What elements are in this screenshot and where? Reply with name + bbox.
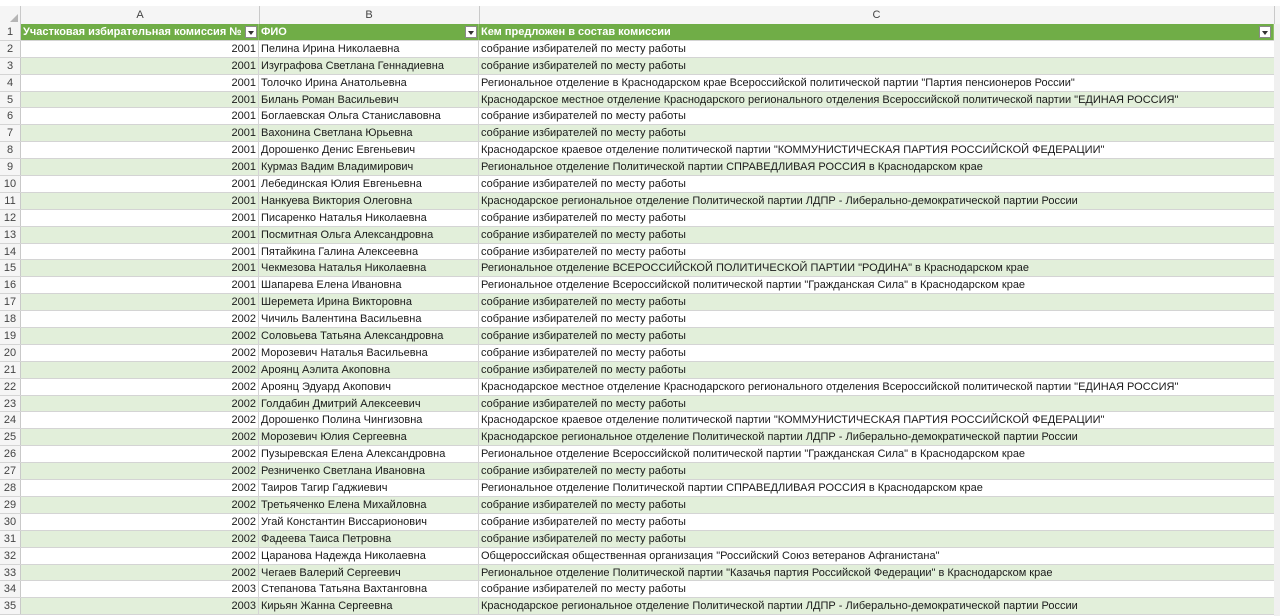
cell-fio[interactable]: Нанкуева Виктория Олеговна — [259, 193, 479, 209]
table-row — [0, 429, 1280, 446]
cell-proposed-by[interactable]: Краснодарское региональное отделение Политической партии ЛДПР - Либерально-демократической партии России — [481, 431, 1078, 444]
table-row — [0, 125, 1280, 142]
cell-commission[interactable]: 2001 — [21, 92, 259, 108]
cell-proposed-by[interactable]: собрание избирателей по месту работы — [481, 313, 686, 326]
cell-proposed-by[interactable]: Региональное отделение Политической партии СПРАВЕДЛИВАЯ РОССИЯ в Краснодарском крае — [481, 482, 983, 495]
table-row — [0, 514, 1280, 531]
filter-dropdown-commission[interactable] — [245, 26, 257, 38]
table-row — [0, 581, 1280, 598]
cell-commission[interactable]: 2001 — [21, 227, 259, 243]
table-row — [0, 362, 1280, 379]
row-number[interactable]: 8 — [0, 142, 21, 158]
cell-fio[interactable]: Вахонина Светлана Юрьевна — [259, 125, 479, 141]
cell-commission[interactable]: 2002 — [21, 379, 259, 395]
row-number[interactable]: 30 — [0, 514, 21, 530]
cell-fio[interactable]: Писаренко Наталья Николаевна — [259, 210, 479, 226]
row-number[interactable]: 16 — [0, 277, 21, 293]
table-row — [0, 108, 1280, 125]
cell-commission[interactable]: 2002 — [21, 514, 259, 530]
row-number[interactable]: 17 — [0, 294, 21, 310]
table-row — [0, 379, 1280, 396]
cell-commission[interactable]: 2002 — [21, 345, 259, 361]
table-row — [0, 598, 1280, 615]
row-number[interactable]: 29 — [0, 497, 21, 513]
cell-proposed-by[interactable]: собрание избирателей по месту работы — [481, 178, 686, 191]
cell-fio[interactable]: Чегаев Валерий Сергеевич — [259, 565, 479, 581]
cell-fio[interactable]: Таиров Тагир Гаджиевич — [259, 480, 479, 496]
cell-fio[interactable]: Дорошенко Полина Чингизовна — [259, 412, 479, 428]
cell-commission[interactable]: 2001 — [21, 41, 259, 57]
table-row — [0, 548, 1280, 565]
header-commission-label: Участковая избирательная комиссия № — [23, 26, 242, 38]
row-number[interactable]: 18 — [0, 311, 21, 327]
cell-fio[interactable]: Курмаз Вадим Владимирович — [259, 159, 479, 175]
cell-fio[interactable]: Дорошенко Денис Евгеньевич — [259, 142, 479, 158]
cell-proposed-by[interactable]: собрание избирателей по месту работы — [481, 42, 686, 55]
row-number[interactable]: 7 — [0, 125, 21, 141]
row-number[interactable]: 6 — [0, 108, 21, 124]
table-row — [0, 446, 1280, 463]
header-fio[interactable] — [259, 24, 479, 40]
cell-proposed-by[interactable]: собрание избирателей по месту работы — [481, 363, 686, 376]
row-number[interactable]: 20 — [0, 345, 21, 361]
cell-fio[interactable]: Чичиль Валентина Васильевна — [259, 311, 479, 327]
cell-proposed-by[interactable]: Региональное отделение Всероссийской политической партии "Гражданская Сила" в Краснодарском крае — [481, 448, 1026, 461]
row-number[interactable]: 28 — [0, 480, 21, 496]
row-number[interactable]: 25 — [0, 429, 21, 445]
cell-proposed-by[interactable]: Краснодарское краевое отделение политической партии "КОММУНИСТИЧЕСКАЯ ПАРТИЯ РОССИЙСКОЙ ФЕДЕРАЦИИ" — [481, 144, 1105, 157]
cell-proposed-by[interactable]: Краснодарское местное отделение Краснодарского регионального отделения Всероссийской политической партии "ЕДИНАЯ РОССИЯ" — [481, 380, 1179, 393]
cell-proposed-by[interactable]: Региональное отделение в Краснодарском крае Всероссийской политической партии "Партия пенсионеров России" — [481, 76, 1075, 89]
cell-proposed-by[interactable]: Общероссийская общественная организация "Российский Союз ветеранов Афганистана" — [481, 549, 940, 562]
cell-fio[interactable]: Кирьян Жанна Сергеевна — [259, 598, 479, 614]
cell-fio[interactable]: Фадеева Таиса Петровна — [259, 531, 479, 547]
cell-fio[interactable]: Пятайкина Галина Алексеевна — [259, 244, 479, 260]
row-number[interactable]: 24 — [0, 412, 21, 428]
table-row — [0, 412, 1280, 429]
table-row — [0, 75, 1280, 92]
cell-commission[interactable]: 2002 — [21, 480, 259, 496]
row-number[interactable]: 21 — [0, 362, 21, 378]
header-fio-label: ФИО — [261, 26, 287, 38]
cell-proposed-by[interactable]: собрание избирателей по месту работы — [481, 110, 686, 123]
cell-commission[interactable]: 2001 — [21, 244, 259, 260]
cell-fio[interactable]: Билань Роман Васильевич — [259, 92, 479, 108]
cell-proposed-by[interactable]: собрание избирателей по месту работы — [481, 532, 686, 545]
table-row — [0, 92, 1280, 109]
row-number[interactable]: 15 — [0, 260, 21, 276]
row-number[interactable]: 13 — [0, 227, 21, 243]
cell-commission[interactable]: 2002 — [21, 565, 259, 581]
cell-proposed-by[interactable]: собрание избирателей по месту работы — [481, 245, 686, 258]
table-row — [0, 531, 1280, 548]
row-number[interactable]: 35 — [0, 598, 21, 614]
cell-commission[interactable]: 2001 — [21, 75, 259, 91]
table-row — [0, 497, 1280, 514]
cell-commission[interactable]: 2002 — [21, 328, 259, 344]
cell-commission[interactable]: 2002 — [21, 396, 259, 412]
filter-dropdown-proposed-by[interactable] — [1259, 26, 1271, 38]
cell-commission[interactable]: 2001 — [21, 108, 259, 124]
column-headers — [0, 6, 1280, 25]
cell-fio[interactable]: Лебединская Юлия Евгеньевна — [259, 176, 479, 192]
row-number[interactable]: 32 — [0, 548, 21, 564]
cell-commission[interactable]: 2001 — [21, 294, 259, 310]
table-row — [0, 244, 1280, 261]
cell-grid — [0, 24, 1280, 615]
cell-fio[interactable]: Пелина Ирина Николаевна — [259, 41, 479, 57]
cell-commission[interactable]: 2002 — [21, 446, 259, 462]
cell-commission[interactable]: 2001 — [21, 260, 259, 276]
row-number[interactable]: 14 — [0, 244, 21, 260]
cell-proposed-by[interactable]: собрание избирателей по месту работы — [481, 211, 686, 224]
row-number[interactable]: 10 — [0, 176, 21, 192]
filter-dropdown-fio[interactable] — [465, 26, 477, 38]
cell-commission[interactable]: 2002 — [21, 362, 259, 378]
table-row — [0, 210, 1280, 227]
cell-fio[interactable]: Третьяченко Елена Михайловна — [259, 497, 479, 513]
cell-commission[interactable]: 2002 — [21, 463, 259, 479]
cell-proposed-by[interactable]: собрание избирателей по месту работы — [481, 346, 686, 359]
row-number[interactable]: 23 — [0, 396, 21, 412]
row-number[interactable]: 11 — [0, 193, 21, 209]
cell-commission[interactable]: 2001 — [21, 277, 259, 293]
cell-commission[interactable]: 2001 — [21, 58, 259, 74]
cell-proposed-by[interactable]: Региональное отделение Всероссийской политической партии "Гражданская Сила" в Краснодарском крае — [481, 279, 1026, 292]
cell-proposed-by[interactable]: Краснодарское региональное отделение Политической партии ЛДПР - Либерально-демократической партии России — [481, 600, 1078, 613]
cell-fio[interactable]: Соловьева Татьяна Александровна — [259, 328, 479, 344]
table-row — [0, 565, 1280, 582]
cell-proposed-by[interactable]: собрание избирателей по месту работы — [481, 498, 686, 511]
cell-proposed-by[interactable]: Краснодарское местное отделение Краснодарского регионального отделения Всероссийской политической партии "ЕДИНАЯ РОССИЯ" — [481, 93, 1179, 106]
cell-proposed-by[interactable]: Краснодарское региональное отделение Политической партии ЛДПР - Либерально-демократической партии России — [481, 194, 1078, 207]
table-row — [0, 345, 1280, 362]
cell-commission[interactable]: 2001 — [21, 193, 259, 209]
table-row — [0, 277, 1280, 294]
cell-fio[interactable]: Шапарева Елена Ивановна — [259, 277, 479, 293]
header-commission[interactable] — [21, 24, 259, 40]
cell-fio[interactable]: Толочко Ирина Анатольевна — [259, 75, 479, 91]
table-row — [0, 463, 1280, 480]
row-number[interactable]: 26 — [0, 446, 21, 462]
cell-commission[interactable]: 2001 — [21, 176, 259, 192]
cell-fio[interactable]: Морозевич Наталья Васильевна — [259, 345, 479, 361]
cell-fio[interactable]: Изуграфова Светлана Геннадиевна — [259, 58, 479, 74]
cell-proposed-by[interactable]: собрание избирателей по месту работы — [481, 228, 686, 241]
table-row — [0, 480, 1280, 497]
cell-fio[interactable]: Пузыревская Елена Александровна — [259, 446, 479, 462]
row-number[interactable]: 27 — [0, 463, 21, 479]
table-row — [0, 227, 1280, 244]
table-header-row — [0, 24, 1280, 41]
cell-commission[interactable]: 2001 — [21, 125, 259, 141]
header-proposed-by-label: Кем предложен в состав комиссии — [481, 26, 671, 38]
cell-proposed-by[interactable]: собрание избирателей по месту работы — [481, 515, 686, 528]
cell-proposed-by[interactable]: Региональное отделение Политической партии СПРАВЕДЛИВАЯ РОССИЯ в Краснодарском крае — [481, 161, 983, 174]
cell-fio[interactable]: Ароянц Аэлита Акоповна — [259, 362, 479, 378]
cell-fio[interactable]: Угай Константин Виссарионович — [259, 514, 479, 530]
row-number[interactable]: 4 — [0, 75, 21, 91]
cell-commission[interactable]: 2002 — [21, 497, 259, 513]
cell-proposed-by[interactable]: Краснодарское краевое отделение политической партии "КОММУНИСТИЧЕСКАЯ ПАРТИЯ РОССИЙСКОЙ ФЕДЕРАЦИИ" — [481, 414, 1105, 427]
cell-commission[interactable]: 2001 — [21, 210, 259, 226]
row-number[interactable]: 3 — [0, 58, 21, 74]
cell-commission[interactable]: 2002 — [21, 311, 259, 327]
cell-proposed-by[interactable]: собрание избирателей по месту работы — [481, 465, 686, 478]
cell-commission[interactable]: 2003 — [21, 598, 259, 614]
table-row — [0, 311, 1280, 328]
cell-proposed-by[interactable]: Региональное отделение ВСЕРОССИЙСКОЙ ПОЛИТИЧЕСКОЙ ПАРТИИ "РОДИНА" в Краснодарском крае — [481, 262, 1030, 275]
cell-commission[interactable]: 2001 — [21, 159, 259, 175]
table-row — [0, 58, 1280, 75]
row-number[interactable]: 33 — [0, 565, 21, 581]
cell-commission[interactable]: 2002 — [21, 531, 259, 547]
cell-proposed-by[interactable]: собрание избирателей по месту работы — [481, 397, 686, 410]
table-row — [0, 193, 1280, 210]
column-header-a[interactable]: A — [21, 6, 260, 24]
row-number[interactable]: 34 — [0, 581, 21, 597]
table-row — [0, 41, 1280, 58]
row-number[interactable]: 19 — [0, 328, 21, 344]
row-number[interactable]: 9 — [0, 159, 21, 175]
table-row — [0, 396, 1280, 413]
vertical-scrollbar[interactable] — [1274, 24, 1280, 616]
cell-fio[interactable]: Ароянц Эдуард Акопович — [259, 379, 479, 395]
cell-commission[interactable]: 2003 — [21, 581, 259, 597]
select-all-triangle-icon — [10, 14, 18, 22]
table-row — [0, 159, 1280, 176]
row-number[interactable]: 31 — [0, 531, 21, 547]
header-proposed-by[interactable] — [479, 24, 1274, 40]
cell-proposed-by[interactable]: собрание избирателей по месту работы — [481, 583, 686, 596]
cell-fio[interactable]: Резниченко Светлана Ивановна — [259, 463, 479, 479]
cell-fio[interactable]: Чекмезова Наталья Николаевна — [259, 260, 479, 276]
cell-proposed-by[interactable]: собрание избирателей по месту работы — [481, 59, 686, 72]
cell-fio[interactable]: Морозевич Юлия Сергеевна — [259, 429, 479, 445]
cell-fio[interactable]: Царанова Надежда Николаевна — [259, 548, 479, 564]
cell-fio[interactable]: Степанова Татьяна Вахтанговна — [259, 581, 479, 597]
cell-commission[interactable]: 2002 — [21, 548, 259, 564]
table-row — [0, 142, 1280, 159]
cell-proposed-by[interactable]: собрание избирателей по месту работы — [481, 127, 686, 140]
cell-fio[interactable]: Посмитная Ольга Александровна — [259, 227, 479, 243]
row-number[interactable]: 2 — [0, 41, 21, 57]
cell-commission[interactable]: 2001 — [21, 142, 259, 158]
table-row — [0, 176, 1280, 193]
row-number[interactable]: 1 — [0, 24, 21, 40]
cell-fio[interactable]: Боглаевская Ольга Станиславовна — [259, 108, 479, 124]
cell-fio[interactable]: Шеремета Ирина Викторовна — [259, 294, 479, 310]
column-header-c[interactable]: C — [479, 6, 1275, 24]
cell-commission[interactable]: 2002 — [21, 412, 259, 428]
column-header-b[interactable]: B — [259, 6, 480, 24]
row-number[interactable]: 12 — [0, 210, 21, 226]
select-all-corner[interactable] — [0, 6, 21, 24]
cell-commission[interactable]: 2002 — [21, 429, 259, 445]
cell-fio[interactable]: Голдабин Дмитрий Алексеевич — [259, 396, 479, 412]
table-row — [0, 328, 1280, 345]
row-number[interactable]: 22 — [0, 379, 21, 395]
table-row — [0, 294, 1280, 311]
cell-proposed-by[interactable]: собрание избирателей по месту работы — [481, 296, 686, 309]
table-row — [0, 260, 1280, 277]
row-number[interactable]: 5 — [0, 92, 21, 108]
cell-proposed-by[interactable]: Региональное отделение Политической партии "Казачья партия Российской Федерации" в Краснодарском крае — [481, 566, 1053, 579]
cell-proposed-by[interactable]: собрание избирателей по месту работы — [481, 330, 686, 343]
